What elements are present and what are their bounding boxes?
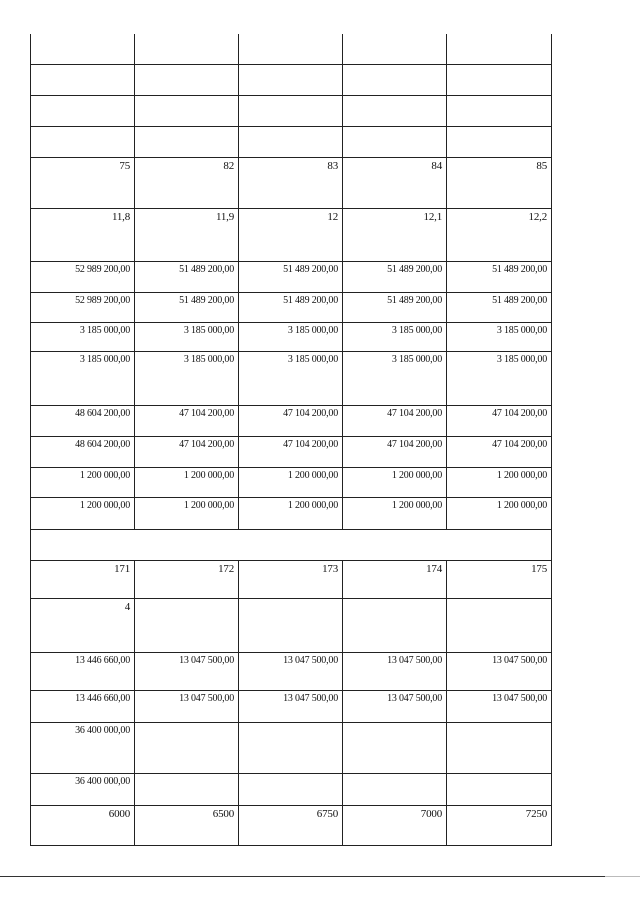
- row-divider: [30, 322, 552, 323]
- column-divider: [551, 436, 552, 468]
- column-divider: [551, 322, 552, 352]
- table-cell: 51 489 200,00: [283, 264, 338, 275]
- table-cell: 1 200 000,00: [183, 500, 234, 511]
- row-divider: [30, 529, 552, 530]
- table-cell: 4: [124, 601, 130, 613]
- table-cell: 11,9: [215, 211, 234, 223]
- table-cell: 3 185 000,00: [287, 325, 338, 336]
- row-divider: [30, 292, 552, 293]
- table-cell: 82: [223, 160, 234, 172]
- column-divider: [342, 722, 343, 774]
- column-divider: [342, 598, 343, 653]
- table-cell: 3 185 000,00: [183, 325, 234, 336]
- row-divider: [30, 64, 552, 65]
- table-cell: 48 604 200,00: [75, 439, 130, 450]
- row-divider: [30, 773, 552, 774]
- table-cell: 13 047 500,00: [492, 655, 547, 666]
- column-divider: [30, 95, 31, 127]
- table-cell: 3 185 000,00: [496, 354, 547, 365]
- column-divider: [551, 497, 552, 530]
- column-divider: [238, 598, 239, 653]
- table-cell: 13 047 500,00: [387, 693, 442, 704]
- table-cell: 51 489 200,00: [179, 264, 234, 275]
- row-divider: [30, 126, 552, 127]
- table-cell: 51 489 200,00: [387, 295, 442, 306]
- table-cell: 1 200 000,00: [391, 470, 442, 481]
- table-cell: 13 446 660,00: [75, 655, 130, 666]
- column-divider: [134, 598, 135, 653]
- table-cell: 6000: [108, 808, 130, 820]
- table-cell: 172: [218, 563, 234, 575]
- column-divider: [551, 208, 552, 262]
- column-divider: [446, 95, 447, 127]
- column-divider: [551, 34, 552, 65]
- table-cell: 1 200 000,00: [287, 500, 338, 511]
- row-divider: [30, 690, 552, 691]
- column-divider: [134, 773, 135, 806]
- table-cell: 6500: [212, 808, 234, 820]
- row-divider: [30, 405, 552, 406]
- table-cell: 12: [327, 211, 338, 223]
- column-divider: [551, 598, 552, 653]
- column-divider: [551, 405, 552, 437]
- table-cell: 51 489 200,00: [492, 295, 547, 306]
- column-divider: [342, 773, 343, 806]
- column-divider: [30, 529, 31, 561]
- table-cell: 48 604 200,00: [75, 408, 130, 419]
- table-cell: 12,2: [528, 211, 547, 223]
- column-divider: [551, 351, 552, 406]
- table-cell: 36 400 000,00: [75, 725, 130, 736]
- table-cell: 11,8: [111, 211, 130, 223]
- table-cell: 13 047 500,00: [283, 693, 338, 704]
- table-cell: 12,1: [423, 211, 442, 223]
- table-cell: 13 047 500,00: [179, 655, 234, 666]
- footer-rule: [0, 876, 605, 877]
- table-cell: 47 104 200,00: [387, 439, 442, 450]
- table-cell: 51 489 200,00: [492, 264, 547, 275]
- row-divider: [30, 722, 552, 723]
- table-cell: 84: [431, 160, 442, 172]
- table-cell: 3 185 000,00: [496, 325, 547, 336]
- column-divider: [446, 773, 447, 806]
- table-cell: 51 489 200,00: [387, 264, 442, 275]
- row-divider: [30, 157, 552, 158]
- table-cell: 75: [119, 160, 130, 172]
- row-divider: [30, 351, 552, 352]
- table-cell: 52 989 200,00: [75, 295, 130, 306]
- column-divider: [30, 64, 31, 96]
- table-cell: 47 104 200,00: [179, 408, 234, 419]
- row-divider: [30, 208, 552, 209]
- footer-rule-faint: [605, 876, 640, 877]
- column-divider: [238, 64, 239, 96]
- table-cell: 6750: [316, 808, 338, 820]
- table-cell: 52 989 200,00: [75, 264, 130, 275]
- column-divider: [551, 64, 552, 96]
- column-divider: [134, 95, 135, 127]
- column-divider: [446, 34, 447, 65]
- table-cell: 7250: [525, 808, 547, 820]
- column-divider: [342, 126, 343, 158]
- table-cell: 47 104 200,00: [179, 439, 234, 450]
- row-divider: [30, 95, 552, 96]
- column-divider: [238, 34, 239, 65]
- table-cell: 51 489 200,00: [283, 295, 338, 306]
- column-divider: [551, 652, 552, 691]
- table-cell: 47 104 200,00: [387, 408, 442, 419]
- column-divider: [134, 126, 135, 158]
- column-divider: [551, 773, 552, 806]
- column-divider: [238, 773, 239, 806]
- row-divider: [30, 497, 552, 498]
- column-divider: [238, 95, 239, 127]
- column-divider: [134, 34, 135, 65]
- table-cell: 47 104 200,00: [492, 439, 547, 450]
- column-divider: [446, 722, 447, 774]
- row-divider: [30, 805, 552, 806]
- table-cell: 13 047 500,00: [387, 655, 442, 666]
- column-divider: [551, 690, 552, 723]
- column-divider: [446, 64, 447, 96]
- table-cell: 175: [531, 563, 547, 575]
- column-divider: [551, 126, 552, 158]
- column-divider: [551, 560, 552, 599]
- column-divider: [30, 126, 31, 158]
- column-divider: [238, 126, 239, 158]
- column-divider: [551, 157, 552, 209]
- row-divider: [30, 652, 552, 653]
- table-cell: 83: [327, 160, 338, 172]
- row-divider: [30, 467, 552, 468]
- column-divider: [551, 529, 552, 561]
- table-cell: 13 047 500,00: [283, 655, 338, 666]
- table-cell: 36 400 000,00: [75, 776, 130, 787]
- row-divider: [30, 598, 552, 599]
- table-cell: 3 185 000,00: [79, 325, 130, 336]
- column-divider: [551, 95, 552, 127]
- column-divider: [134, 64, 135, 96]
- table-cell: 85: [536, 160, 547, 172]
- table-cell: 1 200 000,00: [183, 470, 234, 481]
- column-divider: [342, 64, 343, 96]
- table-cell: 13 446 660,00: [75, 693, 130, 704]
- column-divider: [134, 722, 135, 774]
- table-cell: 1 200 000,00: [496, 500, 547, 511]
- table-cell: 47 104 200,00: [492, 408, 547, 419]
- table-cell: 1 200 000,00: [287, 470, 338, 481]
- column-divider: [238, 722, 239, 774]
- table-cell: 47 104 200,00: [283, 439, 338, 450]
- table-cell: 3 185 000,00: [287, 354, 338, 365]
- column-divider: [551, 292, 552, 323]
- column-divider: [342, 34, 343, 65]
- table-cell: 13 047 500,00: [492, 693, 547, 704]
- table-cell: 171: [114, 563, 130, 575]
- row-divider: [30, 560, 552, 561]
- table-cell: 173: [322, 563, 338, 575]
- row-divider: [30, 261, 552, 262]
- table-cell: 7000: [420, 808, 442, 820]
- table-cell: 51 489 200,00: [179, 295, 234, 306]
- table-cell: 1 200 000,00: [496, 470, 547, 481]
- column-divider: [551, 261, 552, 293]
- table-cell: 3 185 000,00: [183, 354, 234, 365]
- column-divider: [551, 722, 552, 774]
- table-cell: 1 200 000,00: [391, 500, 442, 511]
- column-divider: [446, 126, 447, 158]
- row-divider: [30, 436, 552, 437]
- table-cell: 3 185 000,00: [79, 354, 130, 365]
- table-cell: 13 047 500,00: [179, 693, 234, 704]
- column-divider: [30, 34, 31, 65]
- column-divider: [342, 95, 343, 127]
- row-divider: [30, 845, 552, 846]
- table-cell: 1 200 000,00: [79, 470, 130, 481]
- table-cell: 174: [426, 563, 442, 575]
- column-divider: [446, 598, 447, 653]
- table-cell: 3 185 000,00: [391, 325, 442, 336]
- column-divider: [551, 805, 552, 846]
- table-cell: 3 185 000,00: [391, 354, 442, 365]
- table-cell: 1 200 000,00: [79, 500, 130, 511]
- table-cell: 47 104 200,00: [283, 408, 338, 419]
- column-divider: [551, 467, 552, 498]
